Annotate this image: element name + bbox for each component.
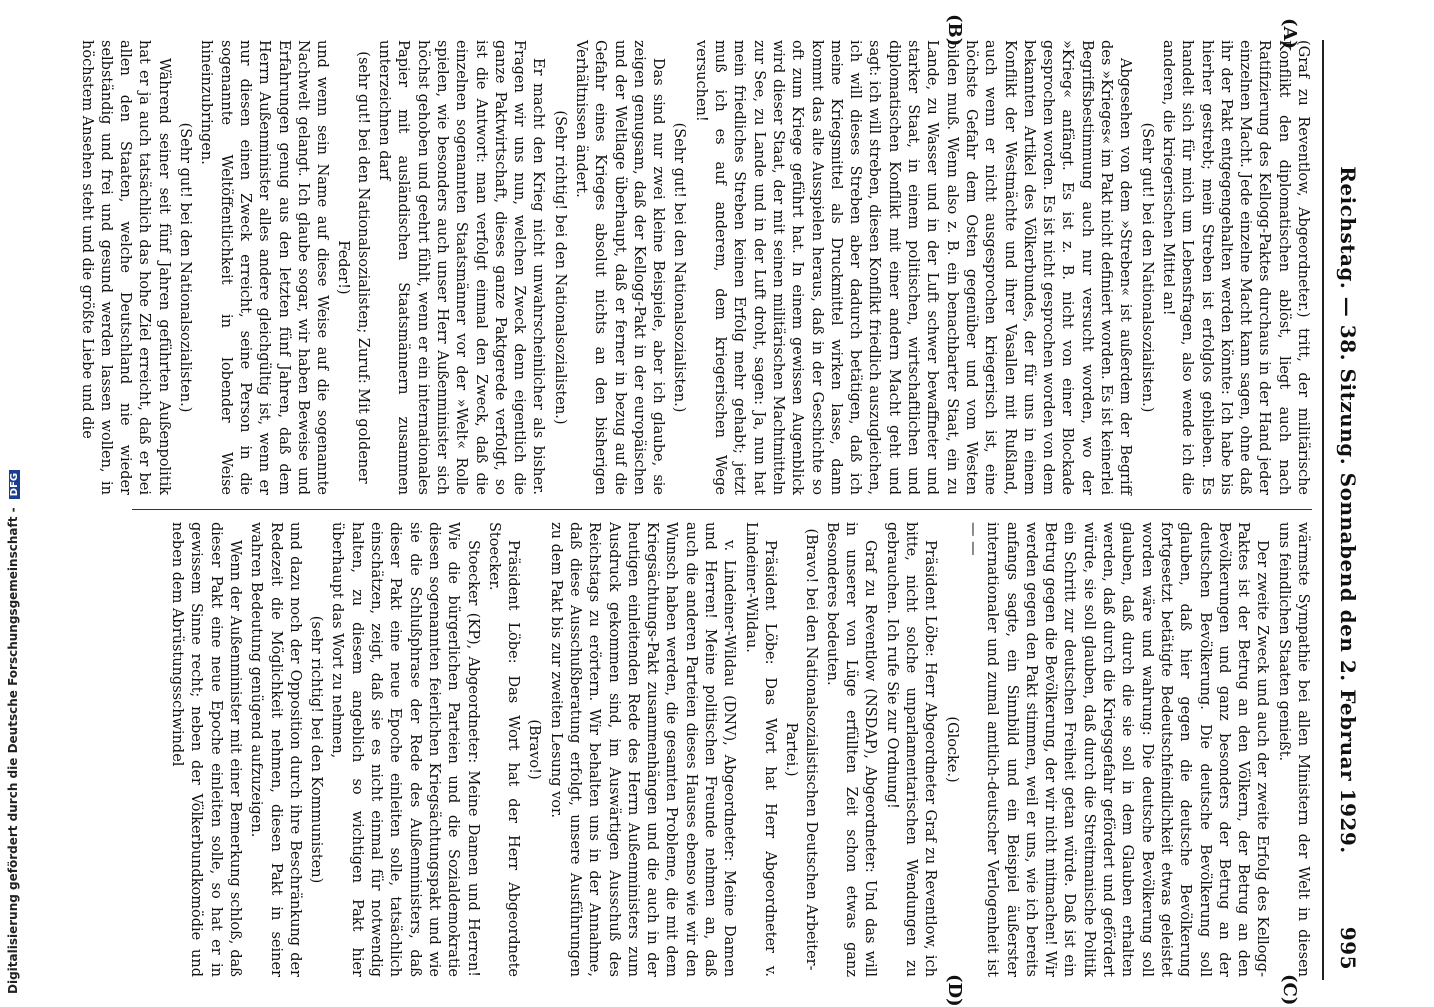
margin-marker-c: (C) <box>1279 974 1300 1006</box>
left-column <box>78 40 1312 495</box>
paragraph: Während seiner seit fünf Jahren geführten Außenpolitik hat er ja auch tatsächlich das hohe Ziel erreicht, daß er bei allen den Staaten, welche Deutschland nie wieder selbständig und frei und gesund werden lassen wollen, in höchstem Ansehen steht und die größte Liebe und die <box>78 40 172 495</box>
speaker-paragraph: v. Lindeiner-Wildau (DNV), Abgeordneter: Meine Damen und Herren! Meine politischen Freunde nehmen an, daß auch die anderen Parteien dieses Hauses ebenso wie wir den Wunsch haben werden, die gesamten Probleme, die mit dem Kriegsächtungs-Pakt zusammenhängen und die auch in der heutigen einleitenden Rede des Herrn Außenministers zum Ausdruck gekommen sind, im Auswärtigen Ausschuß des Reichstags zu erörtern. Wir behalten uns in der Annahme, daß diese Ausschußberatung erfolgt, unsere Ausführungen zu dem Pakt bis zur zweiten Lesung vor. <box>547 522 738 977</box>
paragraph: und dazu noch der Opposition durch ihre Beschränkung der Redezeit die Möglichkeit nehmen, diesen Pakt in seiner wahren Bedeutung genügend aufzuzeigen. <box>248 522 303 977</box>
paragraph: Das sind nur zwei kleine Beispiele, aber ich glaube, sie zeigen genugsam, daß der Kellogg-Pakt in der europäischen und der Weltlage überhaupt, daß er ferner in bezug auf die Gefahr eines Krieges absolut nichts an den bisherigen Verhältnissen ändert. <box>573 40 667 495</box>
header-rule <box>1322 40 1324 980</box>
paragraph: Wenn der Außenminister mit einer Bemerkung schloß, daß dieser Pakt eine neue Epoche einleiten solle, so hat er in gewissem Sinne recht; neben der Völkerbundkomödie und neben dem Abrüstungsschwindel <box>169 522 243 977</box>
scanned-page <box>78 14 1360 1007</box>
speaker-paragraph: Stoecker (KP), Abgeordneter: Meine Damen und Herren! Wie die bürgerlichen Parteien und die Sozialdemokratie diesen sogenannten feierlichen Kriegsächtungspakt und wie sie die Schlußphrase der Rede des Außenministers, daß dieser Pakt eine neue Epoche einleiten solle, tatsächlich einschätzen, zeigt, daß sie es nicht einmal für notwendig halten, zu diesem angeblich so wichtigen Pakt hier überhaupt das Wort zu nehmen, <box>329 522 481 977</box>
remark: (Sehr richtig! bei den Nationalsozialisten.) <box>551 110 568 425</box>
margin-marker-d: (D) <box>944 974 965 1007</box>
right-column <box>122 522 1312 977</box>
margin-marker-b: (B) <box>944 14 965 47</box>
paragraph: (Graf zu Reventlow, Abgeordneter.) tritt, der militärische Konflikt den diplomatischen ablöst, liegt auch nach Ratifizierung des Kellogg-Paktes durchaus in der Hand jeder einzelnen Macht. Jede einzelne Macht kann sagen, ohne daß ihr der Pakt entgegengehalten werden könnte: Ich habe bis hierher gestrebt; mein Streben ist erfolglos geblieben. Es handelt sich für mich um Lebensfragen, also wende ich die anderen, die kriegerischen Mittel an! <box>1159 40 1311 495</box>
remark: (Bravo! bei den Nationalsozialistischen Deutschen Arbeiter-Partei.) <box>783 528 819 971</box>
remark: (Sehr gut! bei den Nationalsozialisten.) <box>1138 122 1155 413</box>
column-divider <box>132 509 1312 510</box>
margin-marker-a: (A) <box>1279 18 1300 49</box>
paragraph: wärmste Sympathie bei allen Ministern der Welt in diesen uns feindlichen Staaten genießt. <box>1275 522 1311 977</box>
header-title: Reichstag. — 38. Sitzung. Sonnabend den 2. Februar 1929. <box>1336 166 1360 854</box>
remark: (Sehr gut! bei den Nationalsozialisten.) <box>671 122 688 413</box>
credit-text: Digitalisierung gefördert durch die Deutsche Forschungsgemeinschaft - <box>6 507 20 994</box>
remark: (sehr gut! bei den Nationalsozialisten; Zuruf: Mit goldener Feder!) <box>335 51 371 484</box>
speaker-paragraph: Graf zu Reventlow (NSDAP), Abgeordneter: Und das will in unserer von Lüge erfüllten Zeit schon etwas ganz Besonderes bedeuten. <box>823 522 879 977</box>
remark: (sehr richtig! bei den Kommunisten) <box>308 615 325 884</box>
paragraph: Abgesehen von dem »Streben« ist außerdem der Begriff des »Krieges« im Pakt nicht definiert worden. Es ist keinerlei Begriffsbestimmung auch nur versucht worden, wo der »Krieg« anfängt. Es ist z. B. nicht von einer Blockade gesprochen worden. Es ist nicht gesprochen worden von dem bekannten Artikel des Völkerbundes, der für uns in einem Konflikt der Westmächte und ihrer Vasallen mit Rußland, auch wenn er nicht ausgesprochen kriegerisch ist, eine höchste Gefahr dem Osten gegenüber und vom Westen bilden muß. Wenn also z. B. ein benachbarter Staat, ein zu Lande, zu Wasser und in der Luft schwer bewaffneter und starker Staat, in einem politischen, wirtschaftlichen und diplomatischen Konflikt mit einer andern Macht geht und sagt: ich will streben, diesen Konflikt friedlich auszugleichen, ich will dieses Streben aber dadurch betätigen, daß ich meine Kriegsmittel als Druckmittel wirken lasse, dann kommt das alte Ausspielen heraus, daß in der Geschichte so oft zum Kriege geführt hat. In einem gewissen Augenblick wird dieser Staat, der mit seinen militärischen Machtmitteln zur See, zu Lande und in der Luft droht, sagen: Ja, nun hat mein friedliches Streben keinen Erfolg mehr gehabt; jetzt muß ich es auf anderem, dem kriegerischen Wege versuchen! <box>692 40 1134 495</box>
paragraph: und wenn sein Name auf diese Weise auf die sogenannte Nachwelt gelangt. Ich glaube sogar, wir haben Beweise und Erfahrungen genug aus den letzten fünf Jahren, daß dem Herrn Außenminister alles andere gleichgültig ist, wenn er nur diesen einen Zweck erreicht, seine Person in die sogenannte Weltöffentlichkeit in lobender Weise hineinzubringen. <box>198 40 331 495</box>
page-number: 995 <box>1336 926 1360 970</box>
paragraph: Er macht den Krieg nicht unwahrscheinlicher als bisher. Fragen wir uns nun, welchen Zweck denn eigentlich die ganze Paktwirtschaft, dieses ganze Paktgerede verfolgt, so ist die Antwort: man verfolgt einmal den Zweck, daß die einzelnen sogenannten Staatsmänner vor der »Welt« Rolle spielen, wie besonders auch unser Herr Außenminister sich höchst gehoben und geehrt fühlt, wenn er ein internationales Papier mit ausländischen Staatsmännern zusammen unterzeichnen darf <box>376 40 547 495</box>
digitization-credit <box>6 4 24 994</box>
remark: (Glocke.) <box>943 716 960 783</box>
remark: (Sehr gut! bei den Nationalsozialisten.) <box>177 122 194 413</box>
speaker-paragraph: Präsident Löbe: Herr Abgeordneter Graf zu Reventlow, ich bitte, nicht solche unparlamentarischen Wendungen zu gebrauchen. Ich rufe Sie zur Ordnung! <box>883 522 939 977</box>
remark: (Bravo!) <box>526 719 543 780</box>
dfg-logo: DFG <box>9 470 20 499</box>
speaker-paragraph: Präsident Löbe: Das Wort hat der Herr Abgeordnete Stoecker. <box>485 522 522 977</box>
paragraph: Der zweite Zweck und auch der zweite Erfolg des Kellogg-Paktes ist der Betrug an den Völkern, der Betrug an den Bevölkerungen und ganz besonders der Betrug an der deutschen Bevölkerung. Die deutsche Bevölkerung soll glauben, daß hier gegen die deutsche Bevölkerung fortgesetzt betätigte Bedeutschfeindlichkeit etwas geleistet worden wäre und wahrung: Die deutsche Bevölkerung soll glauben, daß durch die sie soll in dem Glauben erhalten werden, daß durch die Kriegsgefahr gefördert und gefördert würde, sie soll glauben, daß durch die Streitmanische Politik ein Schritt zur deutschen Freiheit getan würde. Daß ist ein Betrug gegen die Bevölkerung, der wir nicht mitmachen! Wir werden gegen den Pakt stimmen, weil er uns, wie ich bereits anfangs sagte, ein Sinnbild und ein Beispiel äußerster internationaler und zumal amtlich-deutscher Verlogenheit ist — — <box>964 522 1271 977</box>
running-head <box>1332 50 1360 970</box>
speaker-paragraph: Präsident Löbe: Das Wort hat Herr Abgeordneter v. Lindeiner-Wildau. <box>742 522 778 977</box>
